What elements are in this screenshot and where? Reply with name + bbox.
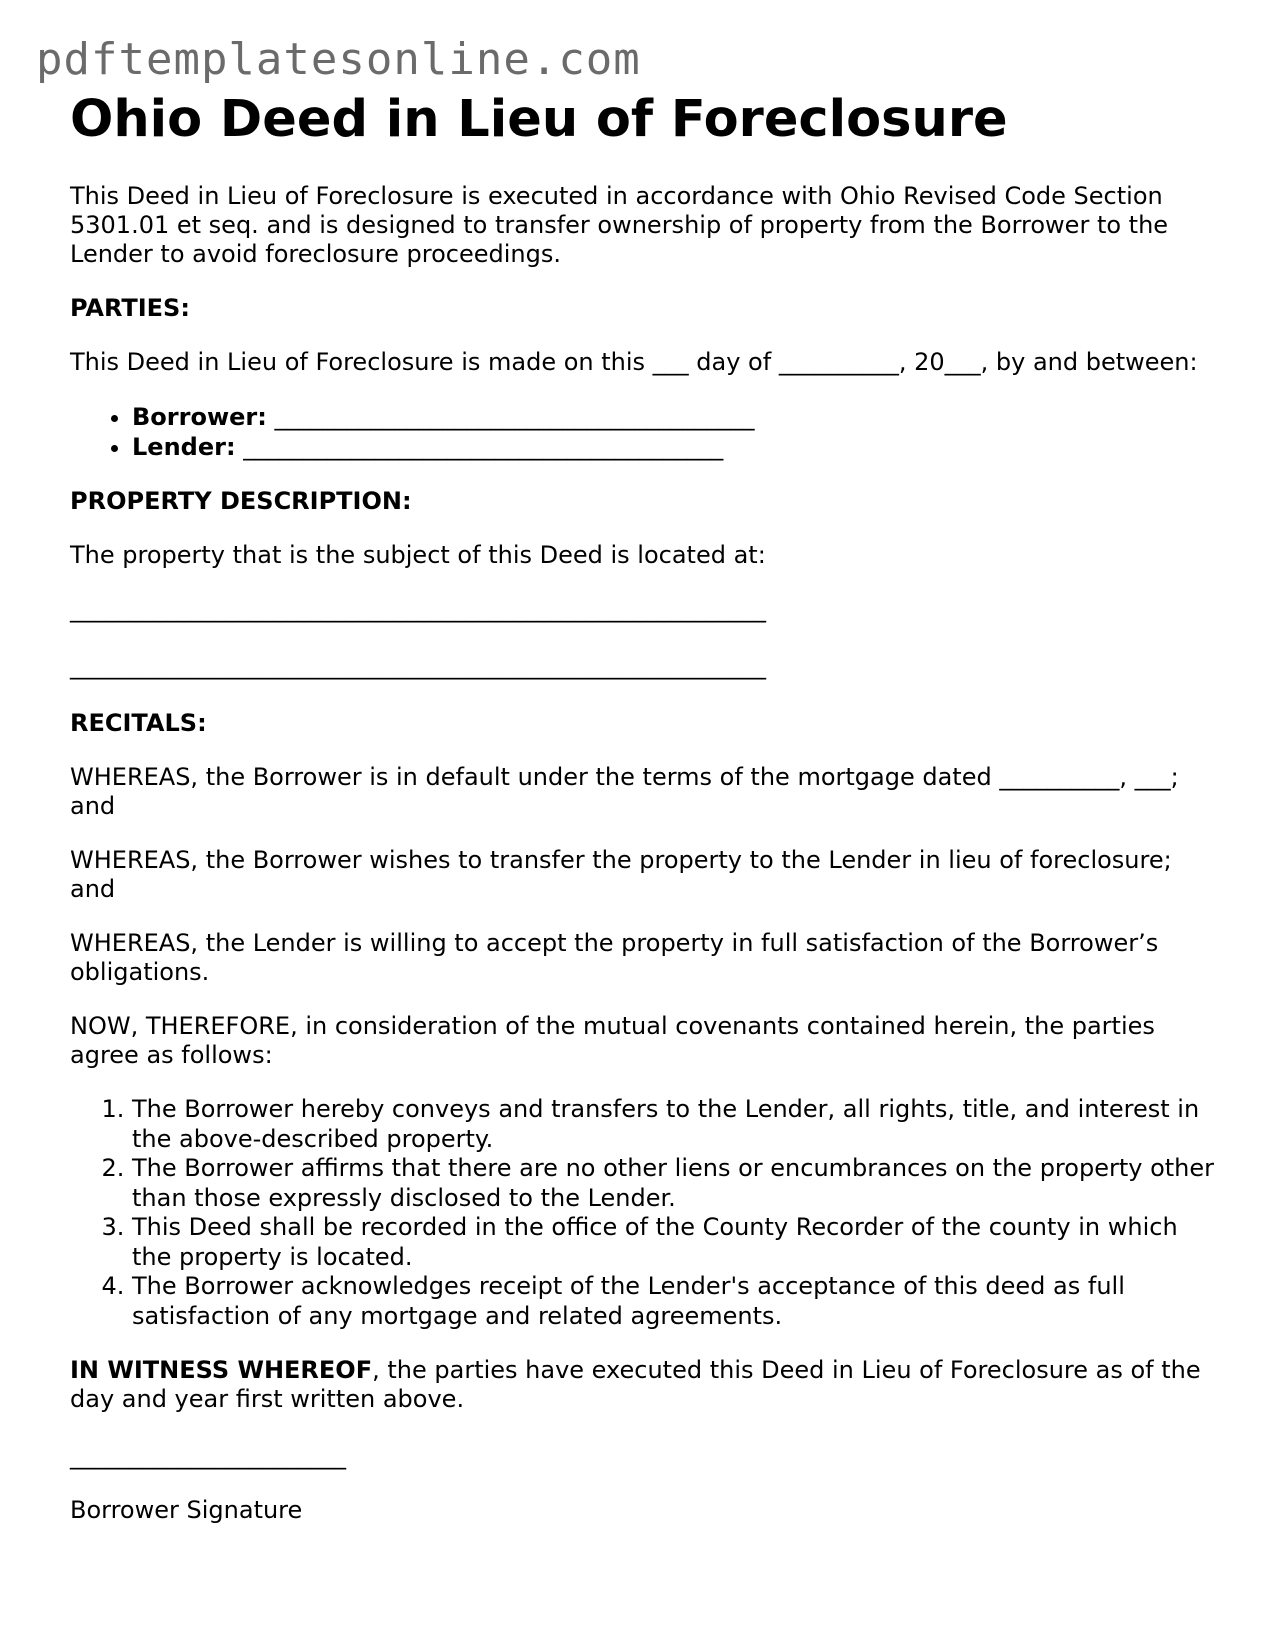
parties-heading: PARTIES: — [70, 294, 190, 322]
witness-bold: IN WITNESS WHEREOF — [70, 1356, 373, 1384]
intro-paragraph: This Deed in Lieu of Foreclosure is executed in accordance with Ohio Revised Code Section 5301.01 et seq. and is designed to transfer ownership of property from the Borrower to the Lender to avoid foreclosure proceedings. — [70, 182, 1169, 268]
document-page — [70, 88, 1220, 1550]
whereas-1: WHEREAS, the Borrower is in default under the terms of the mortgage dated __________, ___; and — [70, 763, 1179, 820]
list-item: 3. This Deed shall be recorded in the office of the County Recorder of the county in which the property is located. — [132, 1213, 1220, 1272]
borrower-label: Borrower: — [132, 403, 267, 431]
property-text: The property that is the subject of this Deed is located at: — [70, 541, 766, 569]
terms-list — [70, 1095, 1220, 1331]
recitals-heading: RECITALS: — [70, 709, 207, 737]
property-heading: PROPERTY DESCRIPTION: — [70, 487, 412, 515]
property-line-2: __________________________________________________________ — [70, 652, 766, 680]
watermark: pdftemplatesonline.com — [36, 34, 641, 85]
list-item: 4. The Borrower acknowledges receipt of the Lender's acceptance of this deed as full satisfaction of any mortgage and related agreements. — [132, 1272, 1220, 1331]
now-therefore: NOW, THEREFORE, in consideration of the mutual covenants contained herein, the parties agree as follows: — [70, 1012, 1155, 1069]
document-title: Ohio Deed in Lieu of Foreclosure — [70, 90, 1008, 149]
list-item: 2. The Borrower affirms that there are no other liens or encumbrances on the property other than those expressly disclosed to the Lender. — [132, 1154, 1220, 1213]
lender-blank: ________________________________________ — [243, 433, 724, 461]
witness-paragraph — [70, 1356, 1220, 1414]
property-line-1: __________________________________________________________ — [70, 595, 766, 623]
whereas-2: WHEREAS, the Borrower wishes to transfer the property to the Lender in lieu of foreclosure; and — [70, 846, 1172, 903]
list-item — [132, 402, 1220, 432]
parties-list — [70, 402, 1220, 462]
whereas-3: WHEREAS, the Lender is willing to accept the property in full satisfaction of the Borrower’s obligations. — [70, 929, 1159, 986]
made-on-paragraph: This Deed in Lieu of Foreclosure is made on this ___ day of __________, 20___, by and between: — [70, 348, 1198, 376]
signature-line: _______________________ — [70, 1442, 346, 1470]
borrower-blank: ________________________________________ — [274, 403, 755, 431]
lender-label: Lender: — [132, 433, 236, 461]
witness-rest: , the parties have executed this Deed in Lieu of Foreclosure as of the day and year first written above. — [70, 1356, 1201, 1413]
list-item — [132, 432, 1220, 462]
signature-label: Borrower Signature — [70, 1496, 303, 1524]
list-item: 1. The Borrower hereby conveys and transfers to the Lender, all rights, title, and interest in the above-described property. — [132, 1095, 1220, 1154]
